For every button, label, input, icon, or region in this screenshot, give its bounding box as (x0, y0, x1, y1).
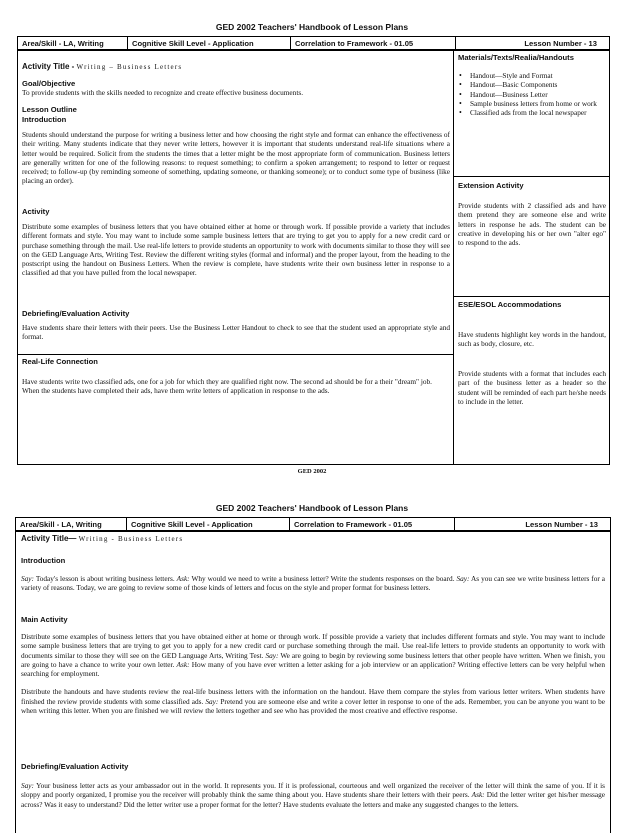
activity-title-value: Writing – Business Letters (76, 63, 183, 71)
introduction-heading: Introduction (21, 556, 66, 565)
say-cue: Say: (265, 650, 279, 660)
activity-title: Activity Title— Writing - Business Letters (21, 534, 184, 543)
materials-item: • Sample business letters from home or work (458, 99, 606, 108)
cognitive-skill-cell: Cognitive Skill Level - Application (127, 518, 290, 530)
main-activity-heading: Main Activity (21, 615, 68, 624)
activity-text: Distribute some examples of business letters that you have obtained either at home or through work. If possible provide a variety that includes different formats and style. You may want to include some sample business letters that are trying to get you to apply for a new credit card or purchase something through the mail. Use real-life letters to provide students an opportunity to work with documents similar to those they will see on the GED Language Arts, Writing Test. Review the different writing styles (formal and informal) and the proper layout, from the heading to the postscript using the handout on Business Letters. When the review is complete, have students write their own business letter in response to a classified ad that you have pulled from the local newspaper. (22, 222, 450, 278)
header-row (17, 36, 610, 50)
reallife-heading: Real-Life Connection (22, 357, 98, 366)
document-title: GED 2002 Teachers' Handbook of Lesson Plans (215, 22, 409, 32)
materials-item: • Handout—Style and Format (458, 71, 606, 80)
goal-text: To provide students with the skills needed to recognize and create effective business documents. (22, 88, 304, 97)
cognitive-skill-cell: Cognitive Skill Level - Application (128, 37, 291, 49)
activity-title-value: Writing - Business Letters (78, 535, 184, 543)
ask-cue: Ask: (471, 790, 485, 800)
activity-title: Activity Title - Writing – Business Letters (22, 62, 183, 71)
area-skill-cell: Area/Skill - LA, Writing (18, 37, 128, 49)
materials-item: • Classified ads from the local newspaper (458, 108, 606, 117)
debriefing-text: Say: Your business letter acts as your ambassador out in the world. It represents you. If it is professional, courteous and well organized the receiver of the letter will think the same of you. If it is sloppy and poorly organized, I promise you the receiver will probably think the same thing about you. Have students share their letters with their peers. Ask: Did the letter writer get his/her message across? Was it easy to understand? Did the letter writer use a proper format for the letter? Have students evaluate the letters and make any suggested changes to the letters. (21, 781, 605, 809)
materials-item: • Handout—Basic Components (458, 80, 606, 89)
materials-list (458, 71, 606, 117)
extension-heading: Extension Activity (458, 181, 524, 190)
activity-heading: Activity (22, 207, 50, 216)
header-row (15, 517, 611, 531)
reallife-divider (17, 354, 454, 355)
ese-text-1: Have students highlight key words in the handout, such as body, closure, etc. (458, 330, 606, 349)
introduction-text: Say: Today's lesson is about writing business letters. Ask: Why would we need to write a business letter? Write the students responses on the board. Say: As you can see we write business letters for a variety of reasons. Today, we are going to review some of those kinds of letters and focus on the style and proper format for business letters. (21, 574, 605, 593)
ese-esol-heading: ESE/ESOL Accommodations (458, 300, 562, 309)
extension-text: Provide students with 2 classified ads and have them pretend they are someone else and write letters in response he ads. The student can be creative in developing his or her own "alter ego" to respond to the ads. (458, 201, 606, 248)
column-divider (453, 50, 454, 465)
main-activity-text: Distribute some examples of business letters that you have obtained either at home or through work. If possible provide a variety that includes different formats and style. You may want to include some sample business letters that are trying to get you to apply for a new credit card or purchase something through the mail. Use real-life letters to provide students an opportunity to work with documents similar to those they will see on the GED Language Arts, Writing Test. Say: We are going to begin by reviewing some business letters that other people have written. When we finish, you are going to have a chance to write your own letter. Ask: How many of you have ever written a letter asking for a job interview or an application? Writing effective letters can be very helpful when searching for employment. Distribute the handouts and have students review the real-life business letters with the information on the handout. Have them compare the styles from various letter writers. When students have finished the review provide students with some classified ads. Say: Pretend you are someone else and write a cover letter in response to one of the ads. Remember, you can be anyone you want to be when writing this letter. When you are finished we will review the letters together and see who has provided the most creative and effective response. (21, 632, 605, 716)
goal-heading: Goal/Objective (22, 79, 76, 88)
introduction-heading: Introduction (22, 115, 67, 124)
correlation-cell: Correlation to Framework - 01.05 (291, 37, 456, 49)
introduction-text: Students should understand the purpose for writing a business letter and how choosing the right style and format can enhance the effectiveness of their writing. Many students indicate that they never write letters, however it is important that students understand real-life situations where a letter would be required. Solicit from the students the times that a letter might be the most appropriate form of communication. Business letters are generally written for one of the following reasons: to request something; to confirm a spoken arrangement; to respond to letter or request received; to follow-up (by reminding someone of something, updating someone, or thanking someone); or to conduct some type of business (like placing an order). (22, 130, 450, 186)
debriefing-text: Have students share their letters with their peers. Use the Business Letter Handout to check to see that the student used an appropriate style and format. (22, 323, 450, 342)
lesson-plan-page-2 (0, 496, 624, 833)
lesson-number-cell: Lesson Number - 13 (525, 519, 598, 529)
debriefing-heading: Debriefing/Evaluation Activity (22, 309, 130, 318)
ese-divider (453, 296, 610, 297)
say-cue: Say: (21, 574, 34, 583)
area-skill-cell: Area/Skill - LA, Writing (16, 518, 127, 530)
lesson-number-cell: Lesson Number - 13 (524, 38, 597, 48)
lesson-outline-heading: Lesson Outline (22, 105, 77, 114)
say-cue: Say: (456, 574, 470, 583)
ese-text-2: Provide students with a format that includes each part of the business letter as a header so the student will be reminded of each part he/she needs to include in the letter. (458, 369, 606, 406)
say-cue: Say: (205, 696, 219, 706)
ask-cue: Ask: (176, 574, 190, 583)
page-footer: GED 2002 (297, 468, 327, 475)
materials-heading: Materials/Texts/Realia/Handouts (458, 53, 574, 62)
debriefing-heading: Debriefing/Evaluation Activity (21, 762, 129, 771)
correlation-cell: Correlation to Framework - 01.05 (290, 518, 455, 530)
materials-item: • Handout—Business Letter (458, 90, 606, 99)
say-cue: Say: (21, 781, 34, 790)
document-title: GED 2002 Teachers' Handbook of Lesson Plans (215, 503, 409, 513)
extension-divider (453, 176, 610, 177)
ask-cue: Ask: (176, 659, 190, 669)
reallife-text: Have students write two classified ads, one for a job for which they are qualified right now. The second ad should be for a their "dream" job. When the students have completed their ads, have them write letters of application in response to the ads. (22, 377, 432, 396)
